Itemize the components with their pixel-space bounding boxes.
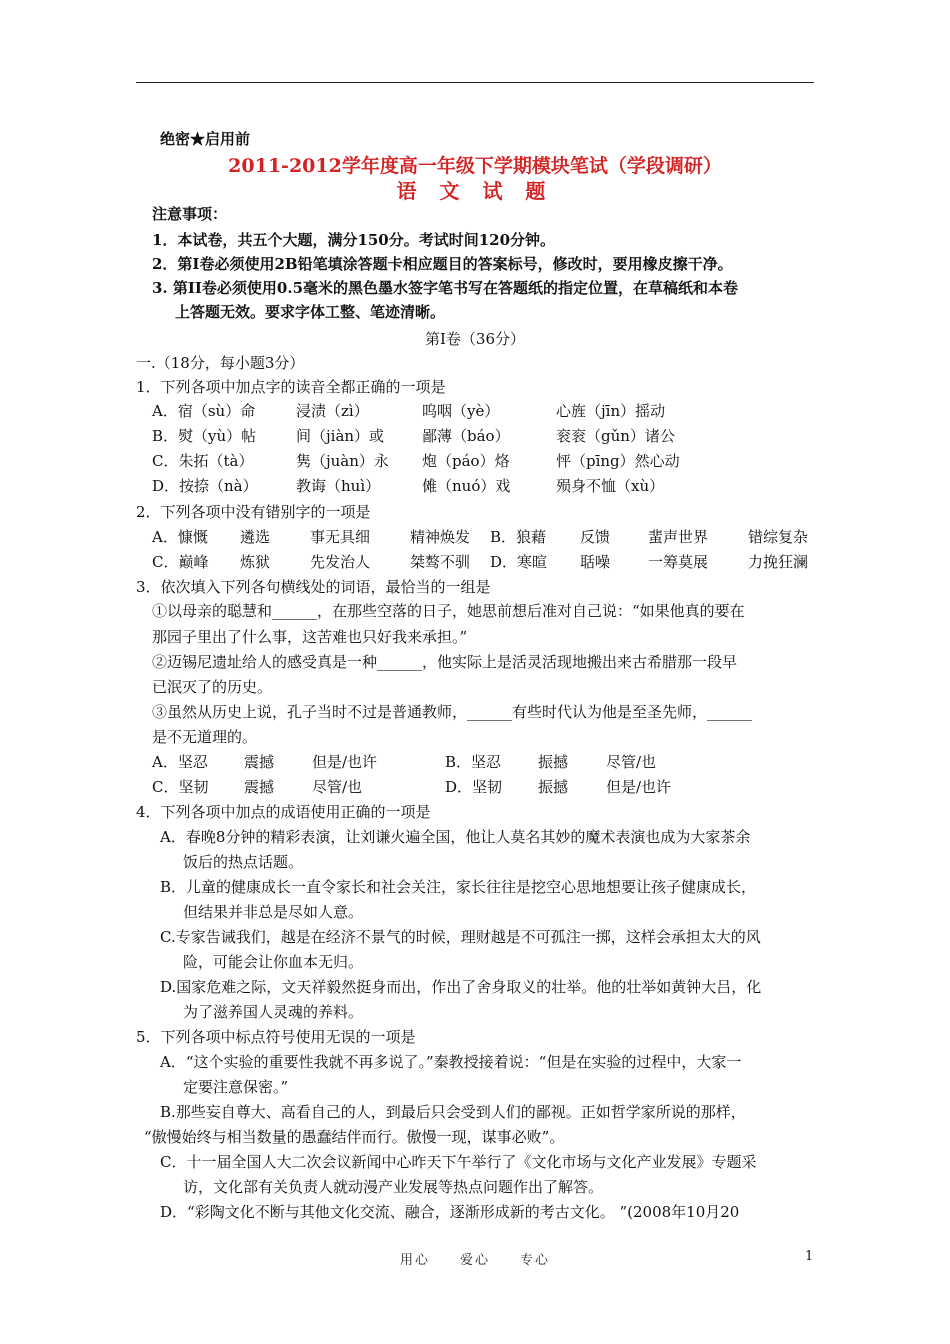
option-cell: B．坚忍 (445, 753, 502, 771)
q5-option-c-cont: 访，文化部有关负责人就动漫产业发展等热点问题作出了解答。 (183, 1178, 604, 1196)
q4-option-c-cont: 险，可能会让你血本无归。 (183, 953, 364, 971)
option-cell: C．朱拓（tà） (152, 452, 254, 470)
question-1-stem: 1．下列各项中加点字的读音全都正确的一项是 (136, 378, 446, 396)
option-cell: 但是/也许 (606, 778, 672, 796)
option-cell: 桀骜不驯 (410, 553, 471, 571)
option-cell: 遴选 (240, 528, 271, 546)
section-title: 第Ⅰ卷（36分） (424, 330, 525, 348)
option-cell: D．坚韧 (445, 778, 503, 796)
note-3: 3. 第II卷必须使用0.5毫米的黑色墨水签字笔书写在答题纸的指定位置，在草稿纸和本卷 (152, 279, 739, 297)
option-cell: 聒噪 (580, 553, 611, 571)
option-cell: B．狼藉 (490, 528, 547, 546)
option-cell: 怦（pīng）然心动 (556, 452, 680, 470)
note-1: 1．本试卷，共五个大题，满分150分。考试时间120分钟。 (152, 231, 556, 249)
confidential-label: 绝密★启用前 (160, 130, 251, 148)
option-cell: 一筹莫展 (648, 553, 709, 571)
option-cell: 教诲（huì） (296, 477, 381, 495)
sentence-3-cont: 是不无道理的。 (152, 728, 258, 746)
q4-option-a: A．春晚8分钟的精彩表演，让刘谦火遍全国，他让人莫名其妙的魔术表演也成为大家茶余 (160, 828, 751, 846)
sentence-2-cont: 已泯灭了的历史。 (152, 678, 273, 696)
option-cell: 反馈 (580, 528, 611, 546)
option-cell: A．坚忍 (152, 753, 208, 771)
sentence-1: ①以母亲的聪慧和______，在那些空落的日子，她思前想后准对自己说：“如果他真的要在 (152, 602, 745, 620)
note-2: 2．第Ⅰ卷必须使用2B铅笔填涂答题卡相应题目的答案标号，修改时，要用橡皮擦干净。 (152, 255, 733, 273)
q5-option-a-cont: 定要注意保密。” (183, 1078, 289, 1096)
notes-heading: 注意事项： (152, 205, 228, 223)
option-cell: 先发治人 (310, 553, 371, 571)
option-cell: A．宿（sù）命 (152, 402, 256, 420)
option-cell: 呜咽（yè） (422, 402, 500, 420)
option-cell: 精神焕发 (410, 528, 471, 546)
part-heading: 一.（18分，每小题3分） (136, 354, 305, 372)
q4-option-d-cont: 为了滋养国人灵魂的养料。 (183, 1003, 364, 1021)
page-number: 1 (805, 1249, 814, 1264)
option-cell: C．巅峰 (152, 553, 209, 571)
option-cell: 错综复杂 (748, 528, 809, 546)
q4-option-b-cont: 但结果并非总是尽如人意。 (183, 903, 364, 921)
sentence-2: ②迈锡尼遗址给人的感受真是一种______，他实际上是活灵活现地搬出来古希腊那一段早 (152, 653, 738, 671)
q4-option-d: D.国家危难之际，文天祥毅然挺身而出，作出了舍身取义的壮举。他的壮举如黄钟大吕，化 (160, 978, 762, 996)
note-3-cont: 上答题无效。要求字体工整、笔迹清晰。 (175, 303, 446, 321)
option-cell: 浸渍（zì） (296, 402, 369, 420)
q4-option-a-cont: 饭后的热点话题。 (183, 853, 304, 871)
question-4-stem: 4．下列各项中加点的成语使用正确的一项是 (136, 803, 431, 821)
exam-subject: 语 文 试 题 (396, 179, 554, 203)
option-cell: 尽管/也 (312, 778, 363, 796)
top-rule (136, 82, 814, 83)
option-cell: 间（jiàn）或 (296, 427, 385, 445)
option-cell: 尽管/也 (606, 753, 657, 771)
option-cell: 震撼 (244, 778, 275, 796)
page-footer: 用心 爱心 专心 (399, 1253, 550, 1268)
question-2-stem: 2．下列各项中没有错别字的一项是 (136, 503, 371, 521)
option-cell: 衮衮（gǔn）诸公 (556, 427, 675, 445)
option-cell: 心旌（jīn）摇动 (556, 402, 666, 420)
option-cell: 振撼 (538, 753, 569, 771)
q5-option-b-cont: “傲慢始终与相当数量的愚蠢结伴而行。傲慢一现，谋事必败”。 (144, 1128, 565, 1146)
option-cell: 傩（nuó）戏 (422, 477, 511, 495)
option-cell: 震撼 (244, 753, 275, 771)
exam-title: 2011-2012学年度高一年级下学期模块笔试（学段调研） (228, 155, 722, 177)
option-cell: 鄙薄（báo） (422, 427, 510, 445)
question-3-stem: 3．依次填入下列各句横线处的词语，最恰当的一组是 (136, 578, 491, 596)
option-cell: 力挽狂澜 (748, 553, 809, 571)
option-cell: 事无具细 (310, 528, 371, 546)
q4-option-b: B．儿童的健康成长一直令家长和社会关注，家长往往是挖空心思地想要让孩子健康成长， (160, 878, 757, 896)
option-cell: 隽（juàn）永 (296, 452, 389, 470)
option-cell: 蜚声世界 (648, 528, 709, 546)
option-cell: D．寒暄 (490, 553, 548, 571)
q5-option-a: A．“这个实验的重要性我就不再多说了。”秦教授接着说：“但是在实验的过程中，大家一 (160, 1053, 742, 1071)
option-cell: B．熨（yù）帖 (152, 427, 257, 445)
q5-option-c: C．十一届全国人大二次会议新闻中心昨天下午举行了《文化市场与文化产业发展》专题采 (160, 1153, 757, 1171)
option-cell: 殒身不恤（xù） (556, 477, 665, 495)
option-cell: C．坚韧 (152, 778, 209, 796)
option-cell: 但是/也许 (312, 753, 378, 771)
option-cell: 炼狱 (240, 553, 271, 571)
question-5-stem: 5．下列各项中标点符号使用无误的一项是 (136, 1028, 416, 1046)
option-cell: 炮（páo）烙 (422, 452, 510, 470)
sentence-1-cont: 那园子里出了什么事，这苦难也只好我来承担。” (152, 628, 468, 646)
option-cell: 振撼 (538, 778, 569, 796)
q5-option-b: B.那些妄自尊大、高看自己的人，到最后只会受到人们的鄙视。正如哲学家所说的那样， (160, 1103, 746, 1121)
option-cell: D．按捺（nà） (152, 477, 258, 495)
q5-option-d: D．“彩陶文化不断与其他文化交流、融合，逐渐形成新的考古文化。 ”(2008年10月20 (160, 1203, 740, 1221)
option-cell: A．慷慨 (152, 528, 208, 546)
sentence-3: ③虽然从历史上说，孔子当时不过是普通教师，______有些时代认为他是至圣先师，______ (152, 703, 753, 721)
q4-option-c: C.专家告诫我们，越是在经济不景气的时候，理财越是不可孤注一掷，这样会承担太大的风 (160, 928, 761, 946)
